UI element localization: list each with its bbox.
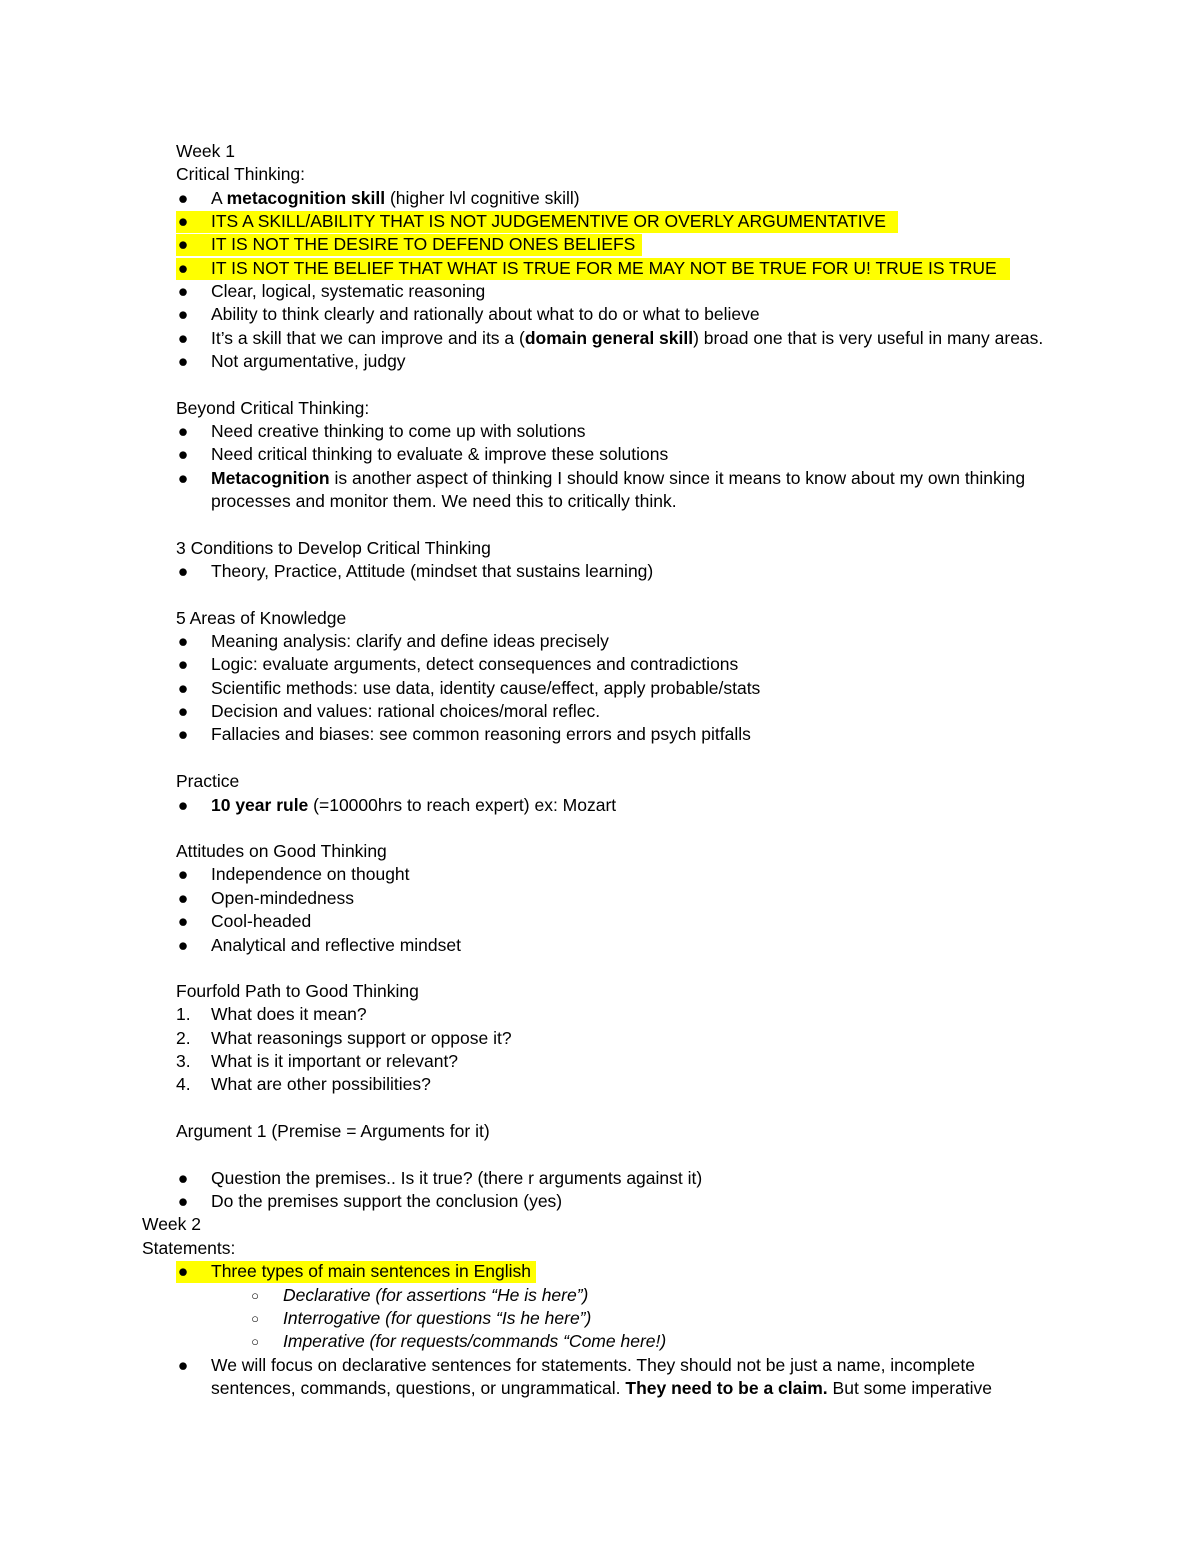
bold-term: metacognition skill [226, 188, 386, 208]
bullet-icon: ● [177, 631, 189, 651]
section-title: Beyond Critical Thinking: [176, 398, 370, 418]
list-item-text: 10 year rule (=10000hrs to reach expert) ex: Mozart [211, 795, 617, 815]
bullet-icon: ● [177, 724, 189, 744]
list-item-text: A metacognition skill (higher lvl cognitive skill) [211, 188, 580, 208]
list-item-text: What reasonings support or oppose it? [211, 1028, 512, 1048]
list-item-text: Open-mindedness [211, 888, 354, 908]
bullet-icon: ● [177, 421, 189, 441]
bullet-icon: ● [177, 678, 189, 698]
list-item-text: Ability to think clearly and rationally about what to do or what to believe [211, 304, 760, 324]
bullet-icon: ● [177, 935, 189, 955]
section-title: Fourfold Path to Good Thinking [176, 981, 419, 1001]
bullet-icon: ● [177, 1168, 189, 1188]
bullet-icon: ● [177, 234, 189, 254]
bold-term: Metacognition [211, 468, 330, 488]
bullet-icon: ● [177, 1355, 189, 1375]
item-number: 1. [176, 1004, 191, 1024]
section-title: 3 Conditions to Develop Critical Thinking [176, 538, 491, 558]
list-item-text: processes and monitor them. We need this to critically think. [211, 491, 677, 511]
section-title: Practice [176, 771, 240, 791]
list-item-text: Fallacies and biases: see common reasoning errors and psych pitfalls [211, 724, 751, 744]
list-item-text: We will focus on declarative sentences for statements. They should not be just a name, incomplete [211, 1355, 975, 1375]
list-item-text: It’s a skill that we can improve and its a (domain general skill) broad one that is very useful in many areas. [211, 328, 1044, 348]
bullet-icon: ● [177, 864, 189, 884]
bullet-icon: ● [177, 911, 189, 931]
list-item-text: sentences, commands, questions, or ungrammatical. They need to be a claim. But some imperative [211, 1378, 993, 1398]
bullet-icon: ● [177, 304, 189, 324]
list-item-text: Scientific methods: use data, identity cause/effect, apply probable/stats [211, 678, 761, 698]
list-item-text: Need creative thinking to come up with solutions [211, 421, 586, 441]
list-item-text: Three types of main sentences in English [211, 1261, 532, 1281]
bullet-icon: ● [177, 654, 189, 674]
list-item-text: IT IS NOT THE BELIEF THAT WHAT IS TRUE FOR ME MAY NOT BE TRUE FOR U! TRUE IS TRUE [211, 258, 997, 278]
list-item-text: What does it mean? [211, 1004, 367, 1024]
bullet-icon: ● [177, 211, 189, 231]
section-title: 5 Areas of Knowledge [176, 608, 347, 628]
list-item-text: Logic: evaluate arguments, detect consequences and contradictions [211, 654, 739, 674]
item-number: 2. [176, 1028, 191, 1048]
list-item-text: ITS A SKILL/ABILITY THAT IS NOT JUDGEMENTIVE OR OVERLY ARGUMENTATIVE [211, 211, 886, 231]
list-item-text: Cool-headed [211, 911, 312, 931]
bullet-icon: ● [177, 888, 189, 908]
list-item-text: Question the premises.. Is it true? (there r arguments against it) [211, 1168, 703, 1188]
bullet-icon: ● [177, 281, 189, 301]
list-item-text: Analytical and reflective mindset [211, 935, 461, 955]
bullet-icon: ● [177, 351, 189, 371]
item-number: 3. [176, 1051, 191, 1071]
bullet-icon: ● [177, 795, 189, 815]
sub-list-item-text: Declarative (for assertions “He is here”) [283, 1285, 589, 1305]
bullet-icon: ● [177, 444, 189, 464]
circle-bullet-icon: ○ [251, 1288, 259, 1303]
list-item-text: Decision and values: rational choices/moral reflec. [211, 701, 601, 721]
bullet-icon: ● [177, 1261, 189, 1281]
list-item-text: Not argumentative, judgy [211, 351, 406, 371]
week-heading: Week 1 [176, 141, 236, 161]
list-item-text: Clear, logical, systematic reasoning [211, 281, 486, 301]
item-number: 4. [176, 1074, 191, 1094]
section-title: Statements: [142, 1238, 236, 1258]
list-item-text: Theory, Practice, Attitude (mindset that sustains learning) [211, 561, 654, 581]
bold-term: They need to be a claim. [625, 1378, 828, 1398]
circle-bullet-icon: ○ [251, 1334, 259, 1349]
bullet-icon: ● [177, 258, 189, 278]
circle-bullet-icon: ○ [251, 1311, 259, 1326]
list-item-text: Metacognition is another aspect of thinking I should know since it means to know about my own thinking [211, 468, 1026, 488]
bullet-icon: ● [177, 468, 189, 488]
list-item-text: Do the premises support the conclusion (yes) [211, 1191, 563, 1211]
list-item-text: What is it important or relevant? [211, 1051, 459, 1071]
bullet-icon: ● [177, 1191, 189, 1211]
section-title: Attitudes on Good Thinking [176, 841, 387, 861]
list-item-text: Meaning analysis: clarify and define ideas precisely [211, 631, 609, 651]
bold-term: 10 year rule [211, 795, 309, 815]
week-heading: Week 2 [142, 1214, 202, 1234]
bold-term: domain general skill [524, 328, 694, 348]
list-item-text: Need critical thinking to evaluate & improve these solutions [211, 444, 669, 464]
list-item-text: What are other possibilities? [211, 1074, 431, 1094]
bullet-icon: ● [177, 701, 189, 721]
section-title: Critical Thinking: [176, 164, 306, 184]
list-item-text: IT IS NOT THE DESIRE TO DEFEND ONES BELIEFS [211, 234, 636, 254]
sub-list-item-text: Imperative (for requests/commands “Come here!) [283, 1331, 667, 1351]
bullet-icon: ● [177, 328, 189, 348]
bullet-icon: ● [177, 561, 189, 581]
list-item-text: Independence on thought [211, 864, 410, 884]
sub-list-item-text: Interrogative (for questions “Is he here”) [283, 1308, 592, 1328]
bullet-icon: ● [177, 188, 189, 208]
section-title: Argument 1 (Premise = Arguments for it) [176, 1121, 490, 1141]
